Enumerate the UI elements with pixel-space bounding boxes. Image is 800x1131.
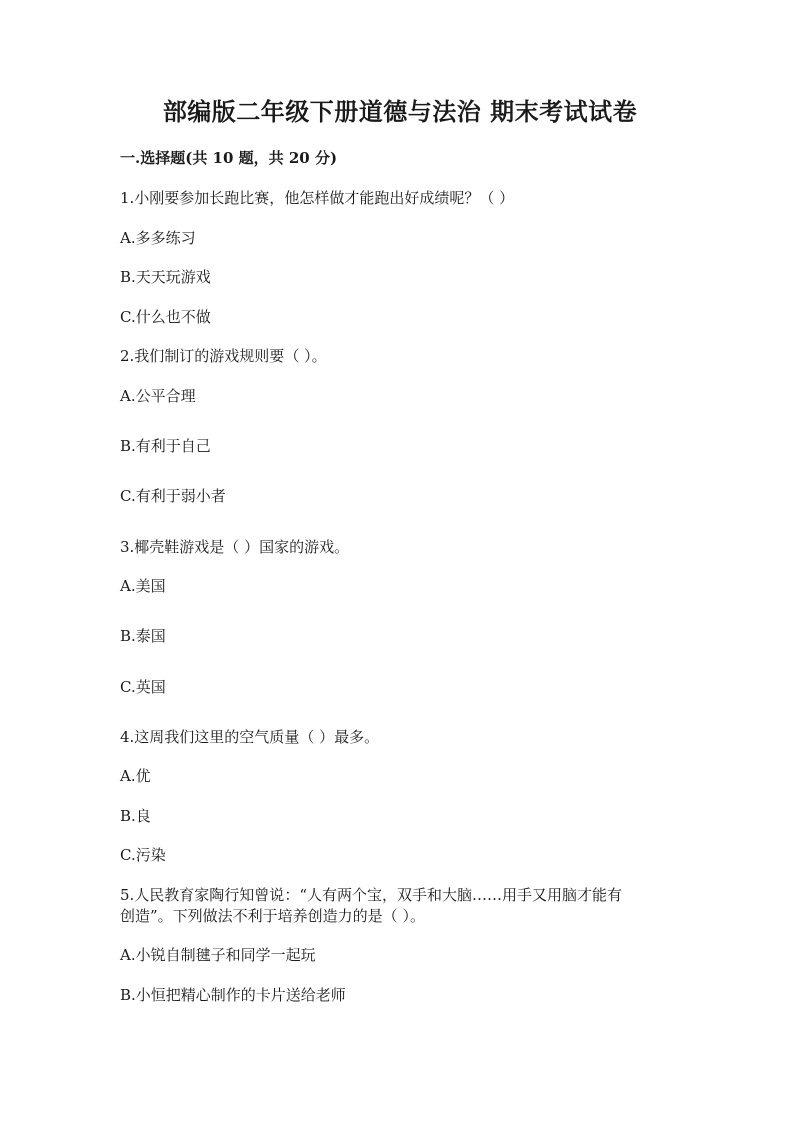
section-heading: 一.选择题(共 10 题，共 20 分) — [120, 149, 338, 167]
question-5-option-b: B.小恒把精心制作的卡片送给老师 — [120, 986, 346, 1004]
question-4-option-a: A.优 — [120, 767, 151, 785]
question-1-stem: 1.小刚要参加长跑比赛，他怎样做才能跑出好成绩呢？（ ） — [120, 189, 515, 207]
question-2-option-a: A.公平合理 — [120, 387, 196, 405]
question-4-option-c: C.污染 — [120, 846, 166, 864]
question-2-option-b: B.有利于自己 — [120, 437, 211, 455]
question-2-stem: 2.我们制订的游戏规则要（ ）。 — [120, 347, 327, 365]
question-1-option-b: B.天天玩游戏 — [120, 268, 211, 286]
question-3-option-a: A.美国 — [120, 577, 166, 595]
question-3-stem: 3.椰壳鞋游戏是（ ）国家的游戏。 — [120, 538, 350, 556]
question-4-stem: 4.这周我们这里的空气质量（ ）最多。 — [120, 728, 380, 746]
question-1-option-c: C.什么也不做 — [120, 308, 211, 326]
question-3-option-b: B.泰国 — [120, 627, 166, 645]
page-title: 部编版二年级下册道德与法治 期末考试试卷 — [162, 97, 638, 126]
question-5-stem-line-2: 创造”。下列做法不利于培养创造力的是（ ）。 — [120, 907, 425, 925]
question-2-option-c: C.有利于弱小者 — [120, 487, 226, 505]
question-5-stem-line-1: 5.人民教育家陶行知曾说：“人有两个宝，双手和大脑……用手又用脑才能有 — [120, 886, 622, 904]
question-3-option-c: C.英国 — [120, 678, 166, 696]
question-4-option-b: B.良 — [120, 807, 151, 825]
question-5-option-a: A.小锐自制毽子和同学一起玩 — [120, 946, 316, 964]
question-1-option-a: A.多多练习 — [120, 229, 196, 247]
